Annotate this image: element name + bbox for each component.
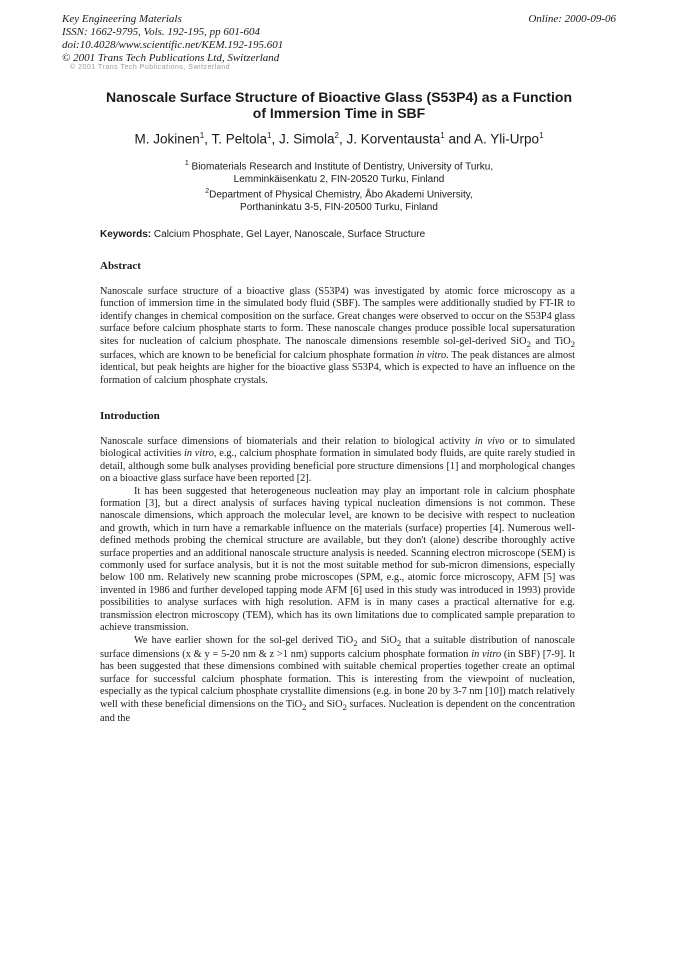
italic-run: in vitro [471,648,502,660]
subscript: 2 [526,338,531,349]
text-run: surfaces. Nucleation is dependent on the concentration and the [100,698,575,725]
author-sup: 1 [440,131,445,140]
keywords-list: Calcium Phosphate, Gel Layer, Nanoscale, Surface Structure [153,229,426,240]
copyright-line: © 2001 Trans Tech Publications Ltd, Switzerland [62,52,280,64]
paper-title [100,89,578,121]
abstract-text [100,286,575,387]
subscript: 2 [353,637,358,648]
journal-header [62,13,283,65]
abstract-heading: Abstract [100,260,141,272]
affiliation-sup: 2 [205,188,210,195]
affiliation-line: Biomaterials Research and Institute of Dentistry, University of Turku, [191,161,494,173]
text-run: and SiO [357,634,397,646]
italic-run: in vivo [474,436,505,447]
author-sup: 1 [199,131,205,140]
text-run: , e.g., calcium phosphate formation in simulated body fluids, are quite rarely studied in detail, although some bulk analyses providing beneficial pore structure dimensions [1] and morphological changes on a bioactive glass surface have been reported [2]. [100,448,575,485]
affiliation-address: Lemminkäisenkatu 2, FIN-20520 Turku, Finland [233,174,445,186]
subscript: 2 [302,701,307,712]
text-run: that a suitable distribution of nanoscale surface dimensions (x & y = 5-20 nm & z >1 nm) supports calcium phosphate formation [100,634,576,660]
intro-paragraph-1 [100,436,575,486]
author-name: M. Jokinen [134,131,200,147]
text-run: It has been suggested that heterogeneous nucleation may play an important role in calcium phosphate formation [3], but a direct analysis of surfaces having typical nucleation dimensions is not common. These nanoscale dimensions, which approach the molecular level, are known to be decisive with respect to nucleation and growth, which in turn have a remarkable influence on the materials (surface) properties [4]. Numerous well-defined methods probing the chemical structure are available, but they don't (alone) describe thoroughly active surface properties and an additional nanoscale structure analysis is needed. Scanning electron microscope (SEM) is commonly used for surface analysis, but it is not the most suitable method for sub-micron dimensions, especially below 100 nm. Relatively new scanning probe microscopes (SPM, e.g., atomic force microscopy, AFM [5] was invented in 1986 and further developed tapping mode AFM [6] used in this study was introduced in 1993) provide possibilities to analyse surfaces with high resolution. AFM is in many cases a practical alternative for e.g. transmission electron microscopy (TEM), which has its own limitations due to complicated sample preparation to achieve transmission. [100,485,575,634]
keywords-label: Keywords: [100,229,152,240]
subscript: 2 [396,637,402,648]
abstract-part: and TiO [530,335,571,347]
introduction-text [100,436,575,725]
keywords [100,229,578,240]
text-run: and SiO [306,698,343,710]
journal-name: Key Engineering Materials [62,13,182,25]
doi-line: doi:10.4028/www.scientific.net/KEM.192-195.601 [62,39,284,51]
author-sup: 1 [267,131,272,140]
abstract-part: Nanoscale surface structure of a bioactive glass (S53P4) was investigated by atomic force microscopy as a function of immersion time in the simulated body fluid (SBF). The samples were additionally studied by FT-IR to identify changes in chemical composition on the surface. Great changes were observed to occur on the S53P4 glass surface before calcium phosphate starts to form. These nanoscale changes produce possible local supersaturation sites for nucleation of calcium phosphate. The nanoscale dimensions resemble sol-gel-derived SiO [100,286,575,347]
affiliation-2 [100,185,578,214]
introduction-heading: Introduction [100,410,160,422]
intro-paragraph-3 [100,635,575,726]
title-line-1: Nanoscale Surface Structure of Bioactive Glass (S53P4) as a Function [105,89,573,105]
faint-copyright: © 2001 Trans Tech Publications, Switzerland [70,64,230,71]
title-line-2: of Immersion Time in SBF [252,105,426,121]
abstract-part: . The peak distances are almost identical, but peak heights are higher for the bioactive glass S53P4, which is expected to have an influence on the formation of calcium phosphate crystals. [100,350,576,386]
abstract-part: surfaces, which are known to be beneficial for calcium phosphate formation [100,350,417,362]
subscript: 2 [342,701,347,712]
subscript: 2 [570,338,575,349]
author-sup: 1 [539,131,544,140]
text-run: Nanoscale surface dimensions of biomaterials and their relation to biological activity [100,436,475,447]
author-sup: 2 [334,131,339,140]
affiliation-1 [100,157,578,186]
text-run: or to simulated biological activities [100,436,575,460]
author-name: T. Peltola [211,131,268,147]
abstract-italic: in vitro [416,350,447,362]
affiliation-line: Department of Physical Chemistry, Åbo Akademi University, [209,189,473,201]
online-date: Online: 2000-09-06 [528,13,616,25]
author-list: M. Jokinen$^1$, T. Peltola$^1$, J. Simola$^2$, J. Korventausta$^1$ and A. Yli-Urpo$^1$ [134,131,544,147]
affiliation-address: Porthaninkatu 3-5, FIN-20500 Turku, Finland [240,202,438,214]
text-run: We have earlier shown for the sol-gel derived TiO [134,634,354,646]
intro-paragraph-2 [100,486,575,635]
text-run: (in SBF) [7-9]. It has been suggested that these dimensions combined with suitable chemical properties together create an optimal surface for successful calcium phosphate formation. This is interesting from the viewpoint of nucleation, especially as the typical calcium phosphate crystallite dimensions (e.g. in bone 20 by 3-7 nm [10]) match relatively well with these beneficial dimensions on the TiO [100,648,576,710]
author-name: J. Korventausta [346,131,441,147]
issn-line: ISSN: 1662-9795, Vols. 192-195, pp 601-604 [62,26,260,38]
italic-run: in vitro [183,448,214,460]
author-name: A. Yli-Urpo [474,131,540,147]
affiliation-sup: 1 [184,160,189,167]
author-name: J. Simola [278,131,335,147]
